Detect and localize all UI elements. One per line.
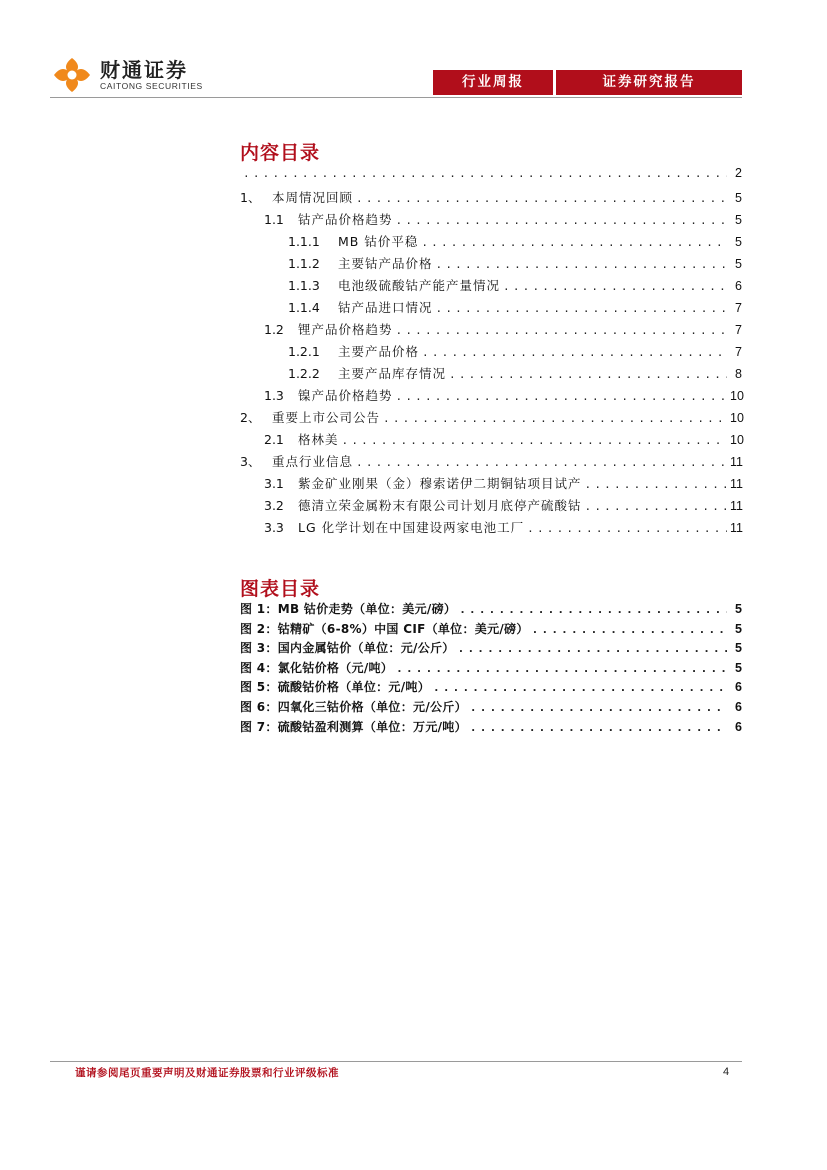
toc-entry-number: 1.1 <box>264 212 284 227</box>
figure-entry[interactable] <box>240 639 742 659</box>
dot-leader <box>585 500 727 513</box>
toc-entry[interactable] <box>240 364 742 386</box>
toc-entry-number: 3.3 <box>264 520 284 535</box>
dot-leader <box>243 167 727 180</box>
toc-entry-number: 1.3 <box>264 388 284 403</box>
toc-entry-number: 1.2 <box>264 322 284 337</box>
figure-entry-label: 图 7：硫酸钴盈利测算（单位：万元/吨） <box>240 719 467 734</box>
figure-entry[interactable] <box>240 659 742 679</box>
figure-entry[interactable] <box>240 698 742 718</box>
toc-entry-page: 5 <box>735 191 742 205</box>
toc-entry[interactable] <box>240 474 742 496</box>
toc-entry-label: LG 化学计划在中国建设两家电池工厂 <box>298 520 525 535</box>
dot-leader <box>396 324 727 337</box>
report-category-tag: 证券研究报告 <box>556 70 742 95</box>
toc-entry-number: 1.2.2 <box>288 366 320 381</box>
toc-entry-page: 7 <box>735 301 742 315</box>
dot-leader <box>503 280 727 293</box>
toc-entry-label: 重要上市公司公告 <box>272 410 381 425</box>
table-of-contents <box>240 166 742 540</box>
toc-entry[interactable] <box>240 188 742 210</box>
toc-entry-page: 7 <box>735 345 742 359</box>
toc-entry[interactable] <box>240 496 742 518</box>
toc-entry-page: 11 <box>730 521 743 535</box>
toc-entry[interactable] <box>240 342 742 364</box>
dot-leader <box>383 412 727 425</box>
toc-entry-label: 重点行业信息 <box>272 454 354 469</box>
figure-entry-page: 5 <box>735 621 742 636</box>
toc-entry-page: 2 <box>735 166 742 180</box>
toc-entry-page: 5 <box>735 257 742 271</box>
figure-entry-page: 6 <box>735 719 742 734</box>
figure-entry[interactable] <box>240 600 742 620</box>
toc-entry[interactable] <box>240 232 742 254</box>
figure-entry[interactable] <box>240 678 742 698</box>
toc-entry[interactable] <box>240 298 742 320</box>
toc-entry-number: 1.1.4 <box>288 300 320 315</box>
figure-entry-label: 图 5：硫酸钴价格（单位：元/吨） <box>240 680 431 695</box>
toc-entry-page: 10 <box>730 389 744 403</box>
toc-entry[interactable] <box>240 276 742 298</box>
figure-entry-label: 图 3：国内金属钴价（单位：元/公斤） <box>240 641 455 656</box>
toc-entry[interactable] <box>240 210 742 232</box>
toc-entry[interactable] <box>240 254 742 276</box>
toc-entry-label: 格林美 <box>298 432 339 447</box>
logo-chinese-name: 财通证券 <box>100 57 188 82</box>
dot-leader <box>356 456 727 469</box>
toc-entry-number: 3.2 <box>264 498 284 513</box>
dot-leader <box>585 478 727 491</box>
dot-leader <box>396 214 727 227</box>
toc-entry-number: 2、 <box>240 410 261 425</box>
dot-leader <box>422 346 727 359</box>
figure-entry-label: 图 4：氯化钴价格（元/吨） <box>240 660 394 675</box>
toc-entry-page: 11 <box>730 499 743 513</box>
toc-entry[interactable] <box>240 386 742 408</box>
dot-leader <box>436 302 727 315</box>
toc-entry-page: 6 <box>735 279 742 293</box>
toc-entry-number: 2.1 <box>264 432 284 447</box>
toc-entry[interactable] <box>240 320 742 342</box>
contents-title: 内容目录 <box>240 142 321 164</box>
toc-entry-number: 1.1.1 <box>288 234 320 249</box>
dot-leader <box>356 192 727 205</box>
disclaimer-note: 谨请参阅尾页重要声明及财通证券股票和行业评级标准 <box>75 1067 339 1079</box>
toc-entry-label: MB 钴价平稳 <box>338 234 419 249</box>
dot-leader <box>421 236 727 249</box>
toc-entry-page: 5 <box>735 235 742 249</box>
figure-entry-label: 图 2：钴精矿（6-8%）中国 CIF（单位：美元/磅） <box>240 621 529 636</box>
dot-leader <box>532 623 727 636</box>
toc-entry-page: 11 <box>730 477 743 491</box>
toc-entry-page: 10 <box>730 433 744 447</box>
toc-entry-number: 1、 <box>240 190 261 205</box>
toc-entry-number: 1.2.1 <box>288 344 320 359</box>
toc-entry-label: 主要产品库存情况 <box>338 366 447 381</box>
figure-entry[interactable] <box>240 718 742 738</box>
toc-entry-page: 5 <box>735 213 742 227</box>
toc-entry-number: 3、 <box>240 454 261 469</box>
toc-entry[interactable] <box>240 452 742 474</box>
dot-leader <box>342 434 727 447</box>
toc-entry[interactable] <box>240 408 742 430</box>
toc-entry-number: 1.1.2 <box>288 256 320 271</box>
toc-entry-label: 主要钴产品价格 <box>338 256 433 271</box>
dot-leader <box>470 701 727 714</box>
figure-entry-page: 6 <box>735 699 742 714</box>
figures-title: 图表目录 <box>240 578 321 600</box>
report-type-tag: 行业周报 <box>433 70 553 95</box>
toc-entry-label: 镍产品价格趋势 <box>298 388 393 403</box>
figure-entry-label: 图 6：四氧化三钴价格（单位：元/公斤） <box>240 699 467 714</box>
toc-entry-label: 德清立荣金属粉末有限公司计划月底停产硫酸钴 <box>298 498 582 513</box>
dot-leader <box>396 390 727 403</box>
toc-entry-page: 8 <box>735 367 742 381</box>
company-logo <box>50 56 203 94</box>
toc-entry-page: 10 <box>730 411 744 425</box>
toc-entry-number: 1.1.3 <box>288 278 320 293</box>
toc-entry-label: 锂产品价格趋势 <box>298 322 393 337</box>
dot-leader <box>458 642 727 655</box>
toc-entry-label: 钴产品价格趋势 <box>298 212 393 227</box>
toc-entry-label: 本周情况回顾 <box>272 190 354 205</box>
figure-entry-page: 6 <box>735 680 742 695</box>
page-number: 4 <box>723 1066 730 1078</box>
toc-entry-page: 11 <box>730 455 743 469</box>
toc-entry[interactable] <box>240 166 742 188</box>
dot-leader <box>449 368 727 381</box>
logo-english-name: CAITONG SECURITIES <box>100 80 203 91</box>
figure-entry[interactable] <box>240 620 742 640</box>
dot-leader <box>433 681 727 694</box>
figure-entry-page: 5 <box>735 602 742 616</box>
dot-leader <box>527 522 727 535</box>
toc-entry-label: 电池级硫酸钴产能产量情况 <box>338 278 501 293</box>
toc-entry-page: 7 <box>735 323 742 337</box>
toc-entry-label: 钴产品进口情况 <box>338 300 433 315</box>
list-of-figures <box>240 600 742 737</box>
header-divider <box>50 97 742 98</box>
dot-leader <box>459 603 727 616</box>
toc-entry-label: 主要产品价格 <box>338 344 420 359</box>
toc-entry-label: 紫金矿业刚果（金）穆索诺伊二期铜钴项目试产 <box>298 476 582 491</box>
dot-leader <box>396 662 727 675</box>
dot-leader <box>436 258 727 271</box>
toc-entry[interactable] <box>240 518 742 540</box>
figure-entry-page: 5 <box>735 641 742 656</box>
toc-entry-number: 3.1 <box>264 476 284 491</box>
figure-entry-page: 5 <box>735 660 742 675</box>
figure-entry-label: 图 1：MB 钴价走势（单位：美元/磅） <box>240 602 457 616</box>
toc-entry[interactable] <box>240 430 742 452</box>
report-tags <box>433 70 742 95</box>
caitong-logo-icon <box>50 56 94 94</box>
dot-leader <box>470 721 727 734</box>
footer-divider <box>50 1061 742 1062</box>
